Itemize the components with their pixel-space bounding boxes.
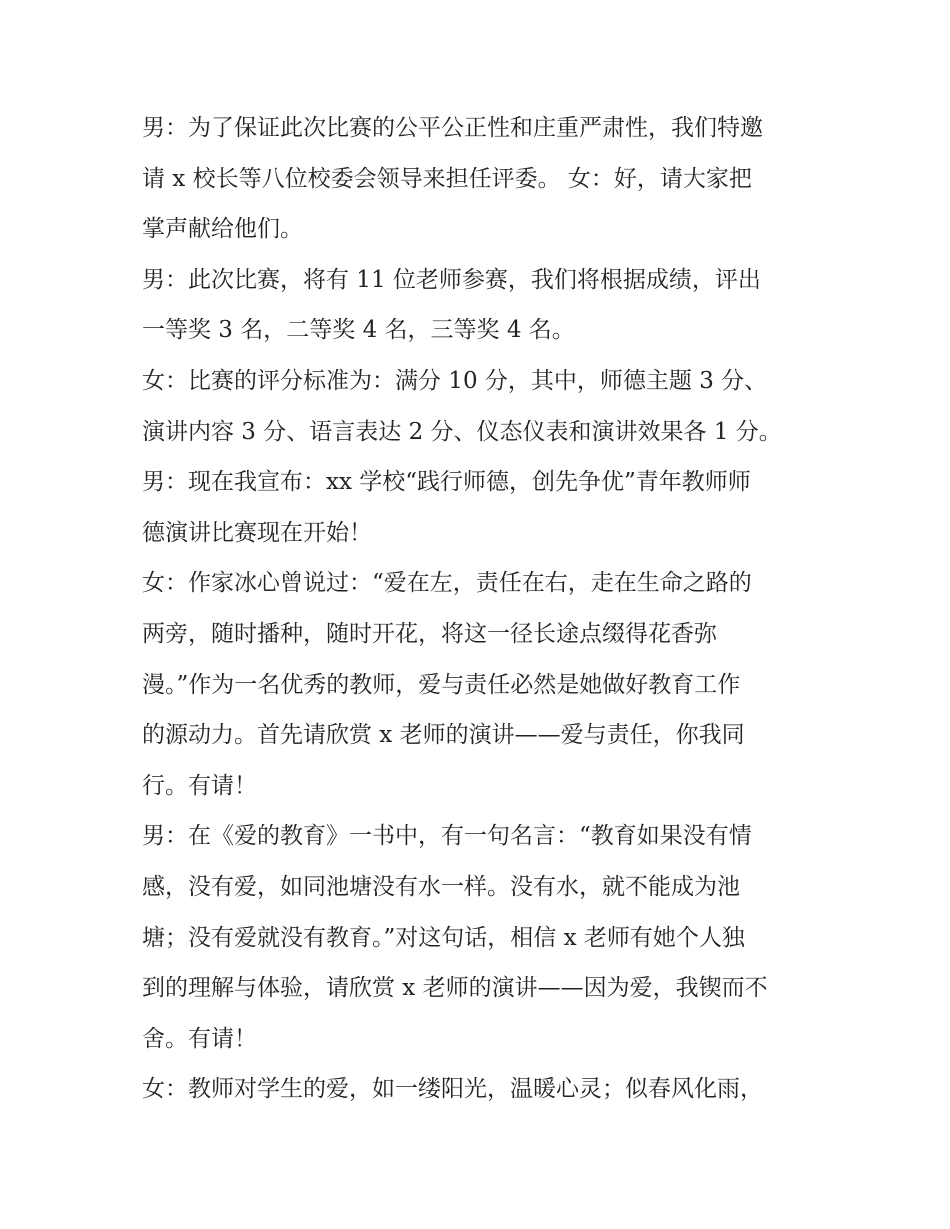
text-line: 女：教师对学生的爱，如一缕阳光，温暖心灵；似春风化雨， bbox=[142, 1076, 763, 1103]
text-line: 两旁，随时播种，随时开花，将这一径长途点缀得花香弥 bbox=[142, 620, 717, 647]
text-line: 到的理解与体验，请欣赏 x 老师的演讲——因为爱，我锲而不 bbox=[142, 975, 768, 1002]
text-line: 男：为了保证此次比赛的公平公正性和庄重严肃性，我们特邀 bbox=[142, 115, 763, 141]
text-line: 舍。有请！ bbox=[142, 1025, 257, 1052]
speech-script-text bbox=[142, 103, 822, 1115]
text-line: 请 x 校长等八位校委会领导来担任评委。 女：好，请大家把 bbox=[142, 165, 752, 192]
text-line: 男：现在我宣布：xx 学校“践行师德，创先争优”青年教师师 bbox=[142, 469, 751, 496]
text-line: 的源动力。首先请欣赏 x 老师的演讲——爱与责任，你我同 bbox=[142, 722, 745, 749]
text-line: 感，没有爱，如同池塘没有水一样。没有水，就不能成为池 bbox=[142, 873, 740, 900]
text-line: 演讲内容 3 分、语言表达 2 分、仪态仪表和演讲效果各 1 分。 bbox=[142, 418, 782, 445]
text-line: 漫。”作为一名优秀的教师，爱与责任必然是她做好教育工作 bbox=[142, 671, 741, 698]
text-line: 德演讲比赛现在开始！ bbox=[142, 519, 372, 546]
text-line: 女：比赛的评分标准为：满分 10 分，其中，师德主题 3 分、 bbox=[142, 367, 768, 394]
text-line: 一等奖 3 名，二等奖 4 名，三等奖 4 名。 bbox=[142, 317, 575, 344]
text-line: 塘；没有爱就没有教育。”对这句话，相信 x 老师有她个人独 bbox=[142, 924, 745, 951]
text-line: 行。有请！ bbox=[142, 772, 257, 799]
text-line: 女：作家冰心曾说过：“爱在左，责任在右，走在生命之路的 bbox=[142, 570, 752, 597]
text-line: 男：此次比赛，将有 11 位老师参赛，我们将根据成绩，评出 bbox=[142, 266, 761, 293]
text-line: 男：在《爱的教育》一书中，有一句名言：“教育如果没有情 bbox=[142, 823, 752, 850]
text-line: 掌声献给他们。 bbox=[142, 216, 303, 243]
